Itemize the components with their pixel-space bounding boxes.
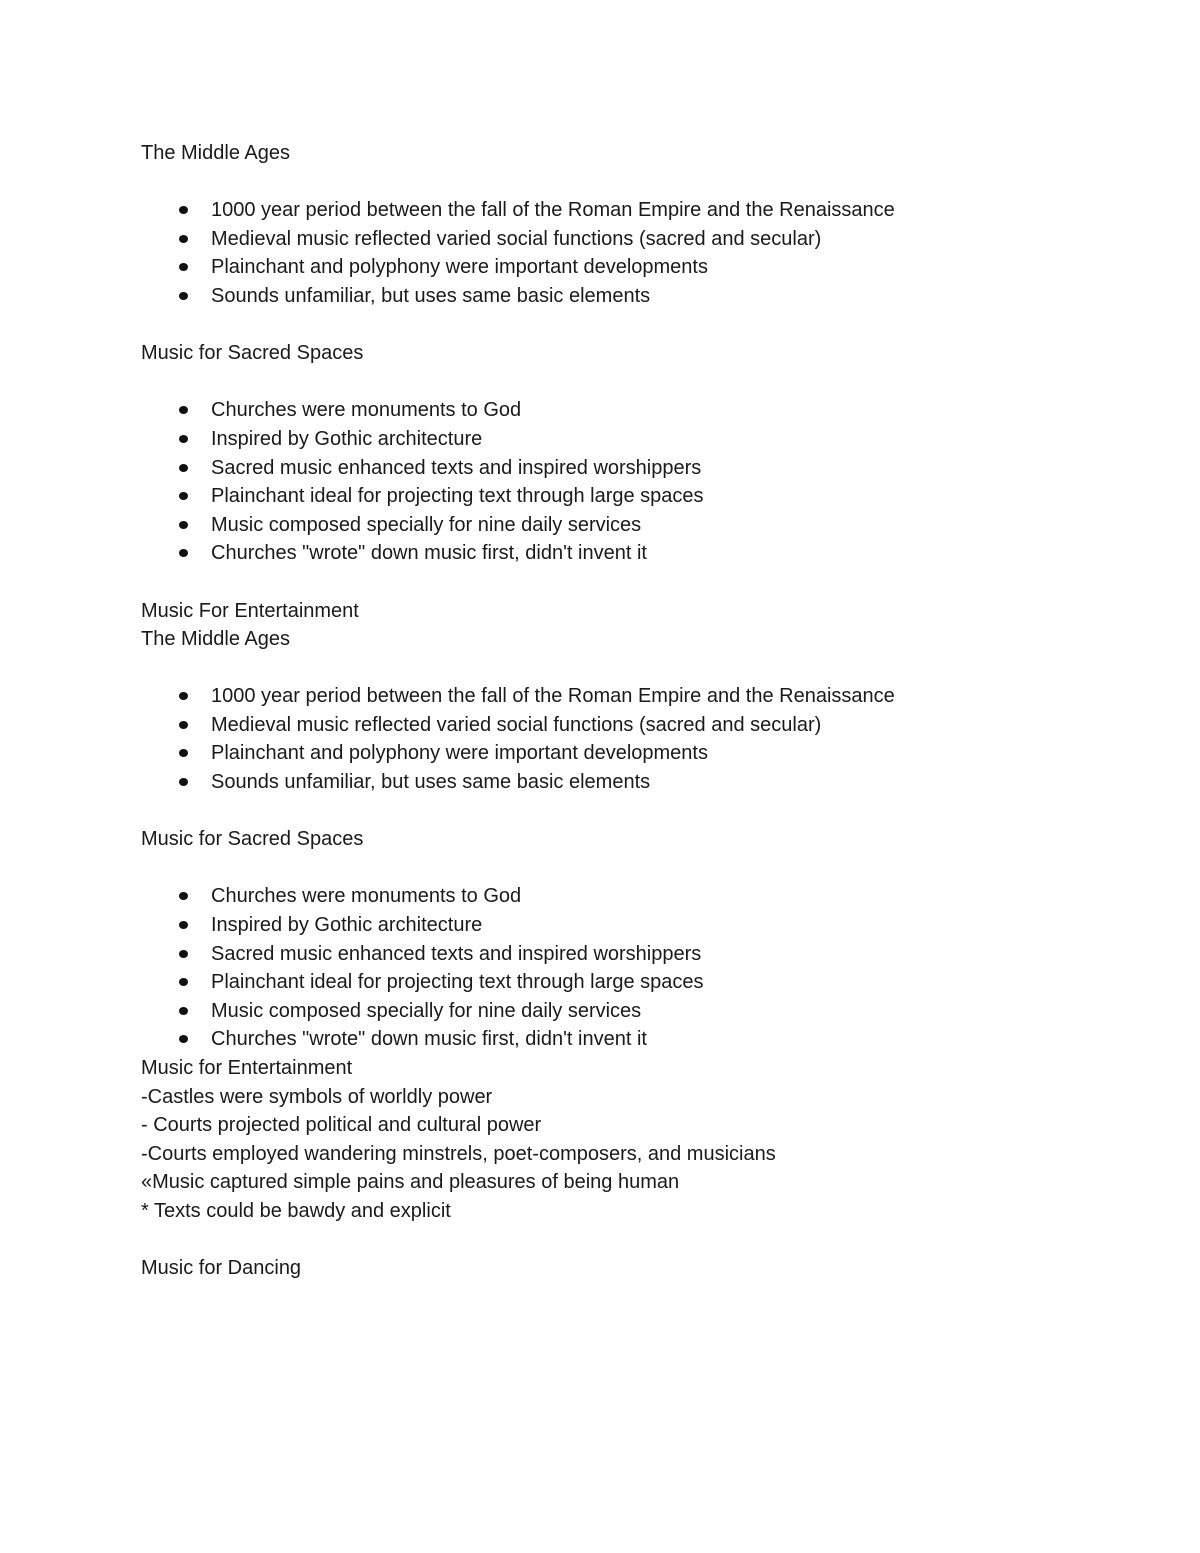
list-item-text: Sacred music enhanced texts and inspired worshippers (211, 456, 702, 479)
bullet-icon (179, 892, 188, 900)
list-item-text: Medieval music reflected varied social functions (sacred and secular) (211, 227, 822, 250)
section-heading: Music for Sacred Spaces (141, 342, 364, 365)
list-item-text: Music composed specially for nine daily services (211, 513, 642, 536)
list-item (141, 396, 1101, 425)
blank-line (141, 168, 1101, 197)
bullet-icon (179, 263, 188, 271)
text-line: - Courts projected political and cultural power (141, 1114, 542, 1137)
bullet-list (141, 682, 1101, 796)
bullet-icon (179, 549, 188, 557)
bullet-icon (179, 749, 188, 757)
list-item (141, 682, 1101, 711)
list-item (141, 968, 1101, 997)
section-heading: Music For Entertainment (141, 599, 359, 622)
list-item (141, 997, 1101, 1026)
blank-line (141, 568, 1101, 597)
list-item-text: 1000 year period between the fall of the Roman Empire and the Renaissance (211, 685, 895, 708)
bullet-icon (179, 521, 188, 529)
bullet-icon (179, 692, 188, 700)
blank-line (141, 797, 1101, 826)
list-item (141, 282, 1101, 311)
section-heading: Music for Dancing (141, 1257, 302, 1280)
bullet-icon (179, 406, 188, 414)
bullet-list (141, 882, 1101, 1054)
list-item (141, 454, 1101, 483)
list-item (141, 253, 1101, 282)
bullet-icon (179, 492, 188, 500)
list-item (141, 911, 1101, 940)
list-item-text: Churches were monuments to God (211, 399, 522, 422)
list-item (141, 482, 1101, 511)
section-subheading: The Middle Ages (141, 628, 290, 651)
blank-line (141, 311, 1101, 340)
list-item-text: Inspired by Gothic architecture (211, 427, 483, 450)
list-item (141, 739, 1101, 768)
list-item-text: Plainchant and polyphony were important developments (211, 256, 708, 279)
list-item-text: Plainchant ideal for projecting text through large spaces (211, 971, 704, 994)
list-item-text: Churches "wrote" down music first, didn't invent it (211, 542, 647, 565)
list-item (141, 225, 1101, 254)
list-item (141, 539, 1101, 568)
blank-line (141, 368, 1101, 397)
bullet-icon (179, 721, 188, 729)
list-item-text: Churches "wrote" down music first, didn't invent it (211, 1028, 647, 1051)
bullet-icon (179, 235, 188, 243)
bullet-icon (179, 206, 188, 214)
list-item (141, 768, 1101, 797)
bullet-icon (179, 921, 188, 929)
list-item-text: Sacred music enhanced texts and inspired worshippers (211, 942, 702, 965)
bullet-icon (179, 292, 188, 300)
list-item (141, 711, 1101, 740)
list-item (141, 425, 1101, 454)
list-item-text: 1000 year period between the fall of the Roman Empire and the Renaissance (211, 199, 895, 222)
list-item (141, 882, 1101, 911)
list-item-text: Sounds unfamiliar, but uses same basic elements (211, 771, 651, 794)
list-item (141, 196, 1101, 225)
blank-line (141, 1226, 1101, 1255)
bullet-icon (179, 978, 188, 986)
blank-line (141, 854, 1101, 883)
section-heading: Music for Entertainment (141, 1057, 353, 1079)
bullet-icon (179, 1035, 188, 1043)
list-item (141, 1025, 1101, 1054)
section-heading: Music for Sacred Spaces (141, 828, 364, 851)
list-item-text: Inspired by Gothic architecture (211, 914, 483, 937)
text-line: -Castles were symbols of worldly power (141, 1085, 493, 1108)
bullet-list (141, 196, 1101, 310)
list-item-text: Churches were monuments to God (211, 885, 522, 908)
bullet-icon (179, 950, 188, 958)
bullet-icon (179, 464, 188, 472)
text-line: «Music captured simple pains and pleasures of being human (141, 1171, 680, 1194)
document-page (141, 139, 1101, 1283)
list-item-text: Medieval music reflected varied social functions (sacred and secular) (211, 713, 822, 736)
list-item-text: Sounds unfamiliar, but uses same basic elements (211, 284, 651, 307)
bullet-list (141, 396, 1101, 568)
section-heading: The Middle Ages (141, 142, 290, 164)
list-item (141, 511, 1101, 540)
list-item-text: Plainchant and polyphony were important developments (211, 742, 708, 765)
list-item-text: Music composed specially for nine daily services (211, 999, 642, 1022)
blank-line (141, 654, 1101, 683)
bullet-icon (179, 1007, 188, 1015)
list-item-text: Plainchant ideal for projecting text through large spaces (211, 485, 704, 508)
text-line: -Courts employed wandering minstrels, poet-composers, and musicians (141, 1142, 776, 1165)
bullet-icon (179, 778, 188, 786)
list-item (141, 940, 1101, 969)
bullet-icon (179, 435, 188, 443)
text-line: * Texts could be bawdy and explicit (141, 1199, 451, 1222)
